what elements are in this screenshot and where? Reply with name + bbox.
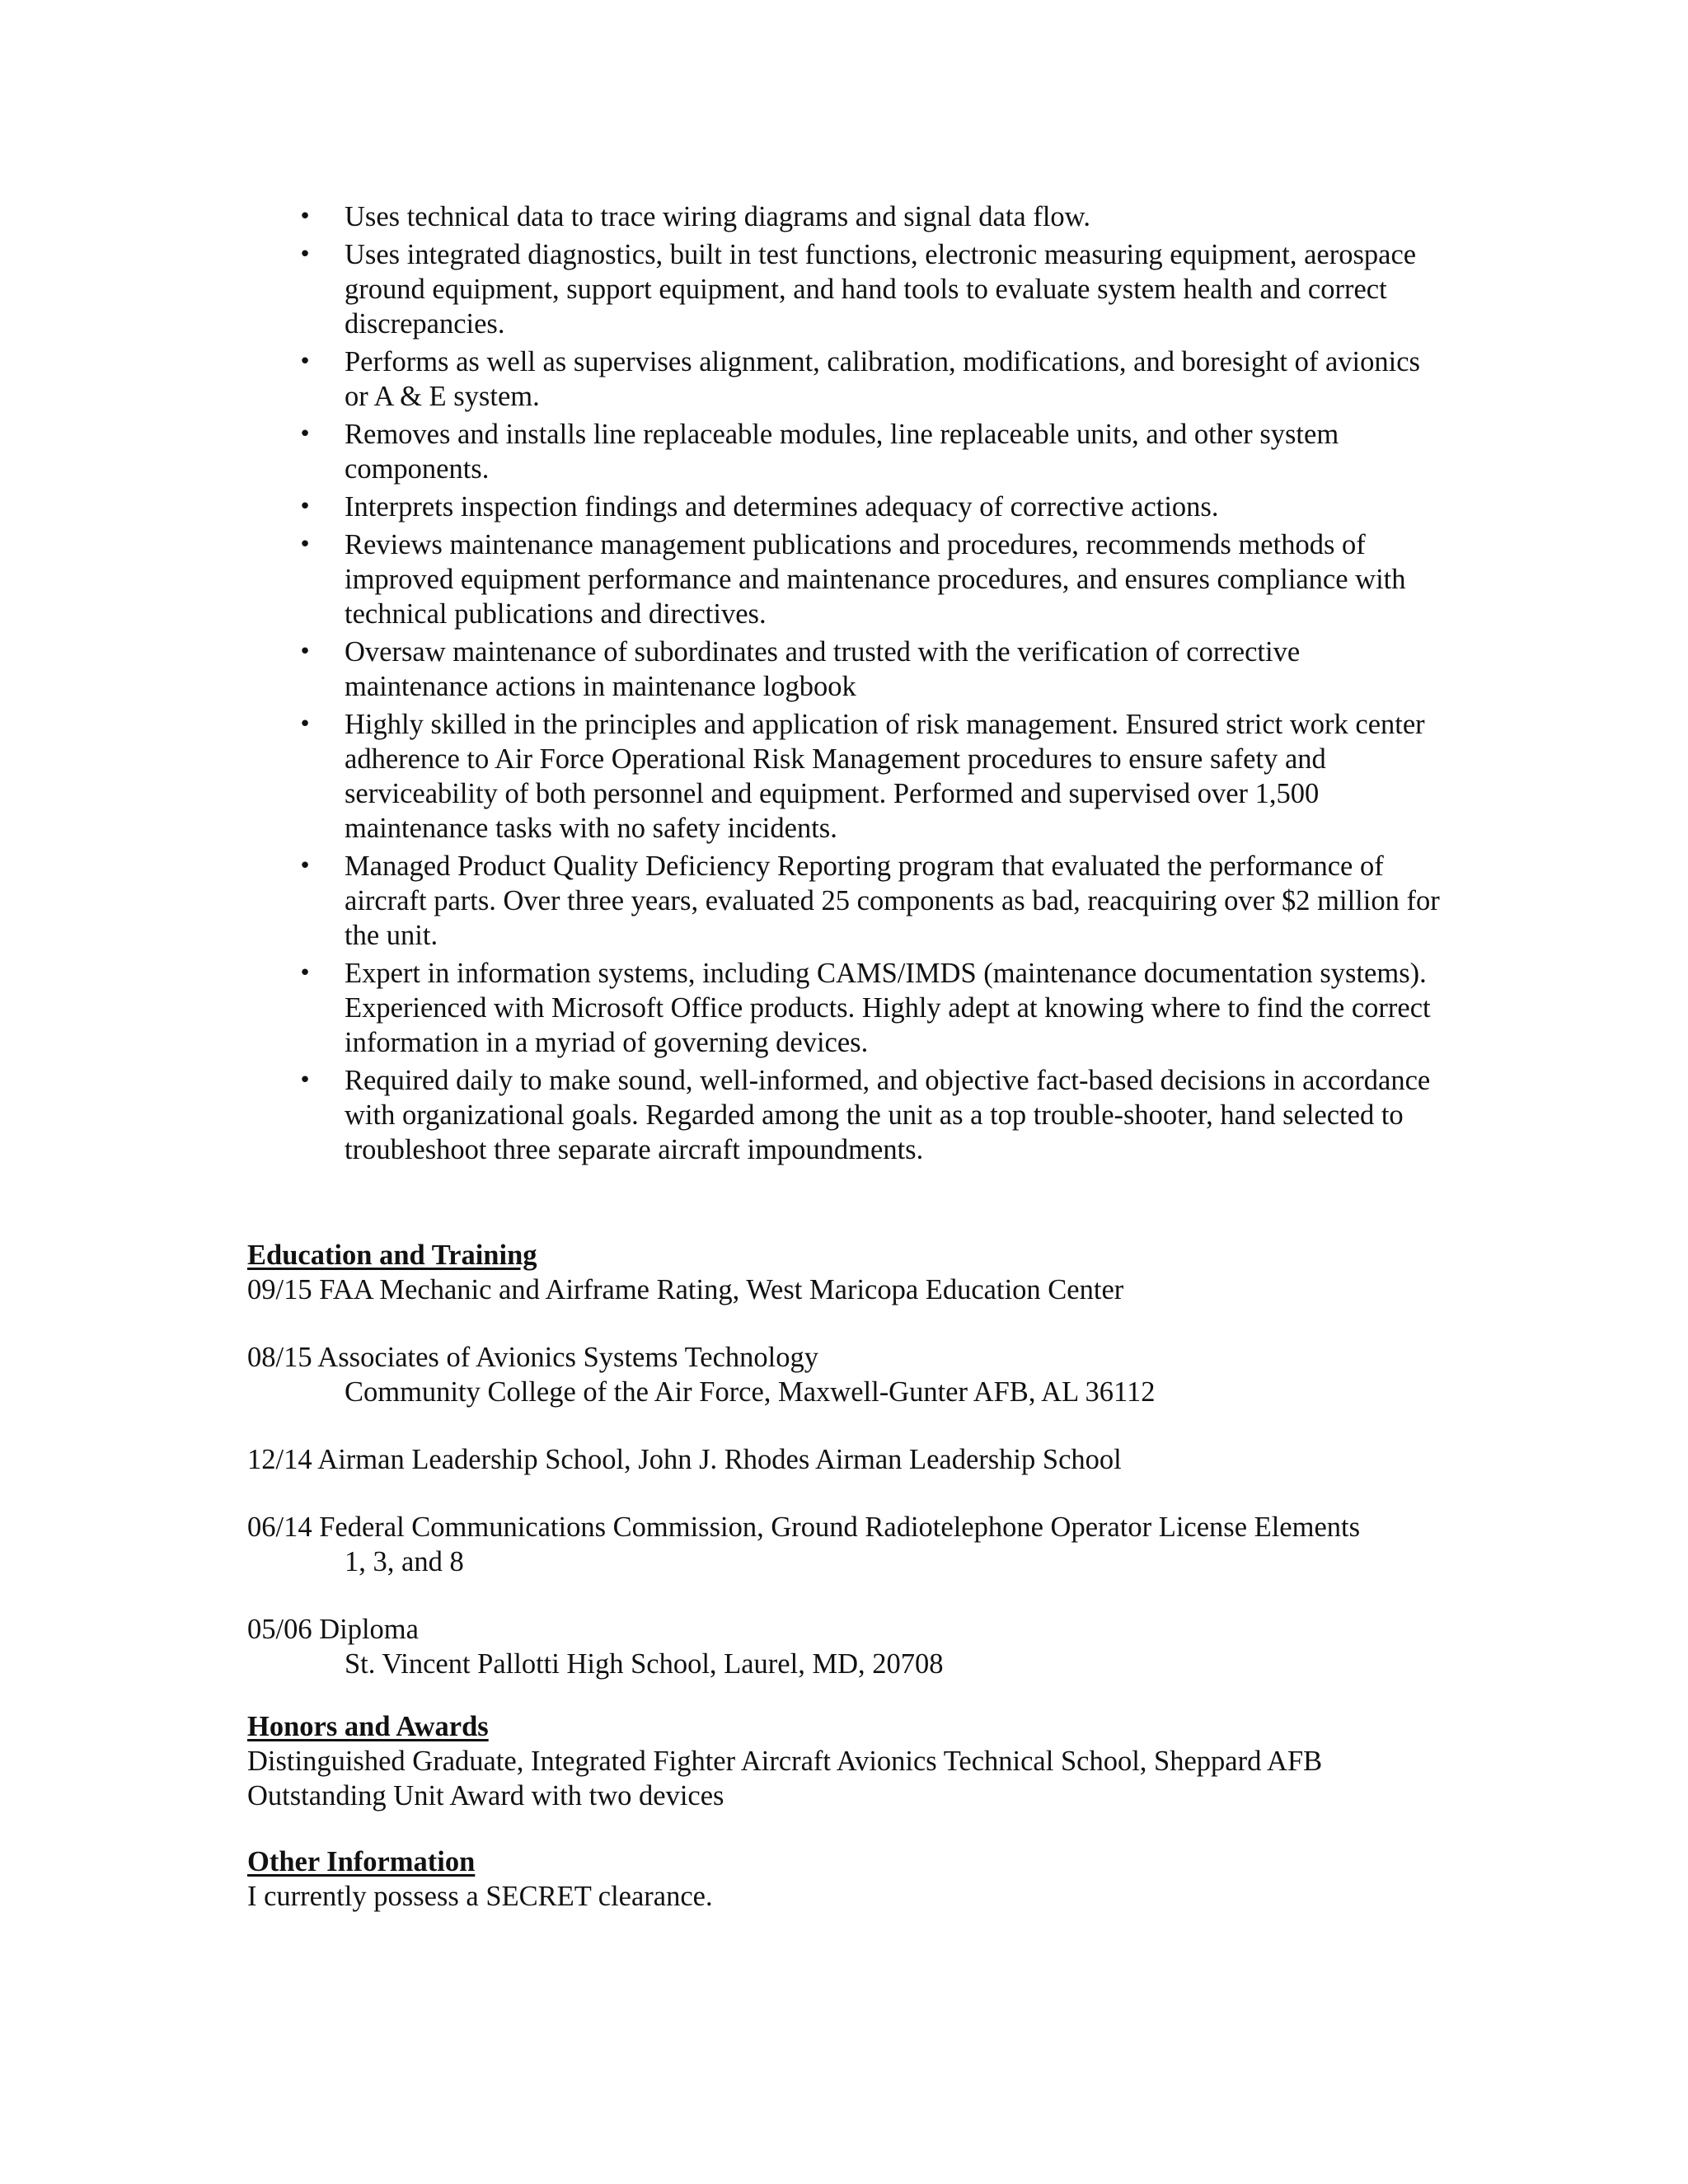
duty-text: Interprets inspection findings and determines adequacy of corrective actions. xyxy=(345,491,1219,523)
honors-line: Distinguished Graduate, Integrated Fighter Aircraft Avionics Technical School, Sheppard AFB xyxy=(247,1746,1323,1777)
duties-bullet-list xyxy=(247,199,1451,1170)
duty-text: Required daily to make sound, well-informed, and objective fact-based decisions in accordance with organizational goals. Regarded among the unit as a top trouble-shooter, hand selected to troubleshoot three separate aircraft impoundments. xyxy=(345,1065,1431,1165)
duty-bullet xyxy=(247,635,1451,704)
bullet-icon: • xyxy=(298,640,312,664)
duty-bullet xyxy=(247,344,1451,414)
education-heading: Education and Training xyxy=(247,1240,537,1271)
other-information-line: I currently possess a SECRET clearance. xyxy=(247,1881,713,1912)
education-section xyxy=(247,1238,1566,1714)
duty-bullet xyxy=(247,417,1451,486)
duty-bullet xyxy=(247,490,1451,524)
bullet-icon: • xyxy=(298,349,312,374)
education-entry-detail: 1, 3, and 8 xyxy=(345,1546,464,1577)
education-entry xyxy=(247,1510,1566,1579)
duty-bullet xyxy=(247,199,1451,234)
honors-heading: Honors and Awards xyxy=(247,1711,489,1742)
other-information-heading: Other Information xyxy=(247,1846,476,1877)
honors-section xyxy=(247,1709,1566,1813)
honors-line: Outstanding Unit Award with two devices xyxy=(247,1780,724,1811)
education-entry-detail: St. Vincent Pallotti High School, Laurel, MD, 20708 xyxy=(345,1648,944,1680)
education-entry xyxy=(247,1340,1566,1409)
education-entry-line: 06/14 Federal Communications Commission, Ground Radiotelephone Operator License Elements xyxy=(247,1511,1361,1543)
education-entry xyxy=(247,1442,1566,1477)
duty-text: Uses technical data to trace wiring diagrams and signal data flow. xyxy=(345,201,1090,232)
bullet-icon: • xyxy=(298,204,312,229)
duty-bullet xyxy=(247,849,1451,953)
duty-bullet xyxy=(247,707,1451,846)
duty-text: Performs as well as supervises alignment, calibration, modifications, and boresight of avionics or A & E system. xyxy=(345,346,1420,412)
duty-text: Uses integrated diagnostics, built in test functions, electronic measuring equipment, aerospace ground equipment, support equipment, and hand tools to evaluate system health and correct discrepancies. xyxy=(345,239,1417,340)
duty-text: Reviews maintenance management publications and procedures, recommends methods of improved equipment performance and maintenance procedures, and ensures compliance with technical publications and directives. xyxy=(345,529,1406,630)
duty-bullet xyxy=(247,237,1451,341)
bullet-icon: • xyxy=(298,1068,312,1093)
duty-text: Expert in information systems, including CAMS/IMDS (maintenance documentation systems). Experienced with Microsoft Office products. Highly adept at knowing where to find the correct information in a myriad of governing devices. xyxy=(345,958,1431,1058)
bullet-icon: • xyxy=(298,242,312,267)
bullet-icon: • xyxy=(298,961,312,986)
bullet-icon: • xyxy=(298,494,312,519)
bullet-icon: • xyxy=(298,712,312,737)
education-entry xyxy=(247,1272,1566,1307)
duty-text: Oversaw maintenance of subordinates and trusted with the verification of corrective maintenance actions in maintenance logbook xyxy=(345,636,1301,702)
bullet-icon: • xyxy=(298,422,312,447)
education-entry xyxy=(247,1612,1566,1681)
bullet-icon: • xyxy=(298,532,312,557)
duty-bullet xyxy=(247,1063,1451,1167)
other-information-section xyxy=(247,1844,1566,1914)
education-entry-line: 08/15 Associates of Avionics Systems Technology xyxy=(247,1342,818,1373)
education-entry-line: 09/15 FAA Mechanic and Airframe Rating, West Maricopa Education Center xyxy=(247,1274,1124,1305)
duty-text: Highly skilled in the principles and application of risk management. Ensured strict work center adherence to Air Force Operational Risk Management procedures to ensure safety and serviceability of both personnel and equipment. Performed and supervised over 1,500 maintenance tasks with no safety incidents. xyxy=(345,709,1425,844)
duty-text: Removes and installs line replaceable modules, line replaceable units, and other system components. xyxy=(345,419,1339,485)
education-entry-detail: Community College of the Air Force, Maxwell-Gunter AFB, AL 36112 xyxy=(345,1376,1156,1408)
duty-bullet xyxy=(247,956,1451,1060)
bullet-icon: • xyxy=(298,854,312,879)
education-entry-line: 05/06 Diploma xyxy=(247,1614,419,1645)
duty-bullet xyxy=(247,527,1451,631)
duty-text: Managed Product Quality Deficiency Reporting program that evaluated the performance of aircraft parts. Over three years, evaluated 25 components as bad, reacquiring over $2 million for the unit. xyxy=(345,851,1440,951)
education-entry-line: 12/14 Airman Leadership School, John J. Rhodes Airman Leadership School xyxy=(247,1444,1122,1475)
